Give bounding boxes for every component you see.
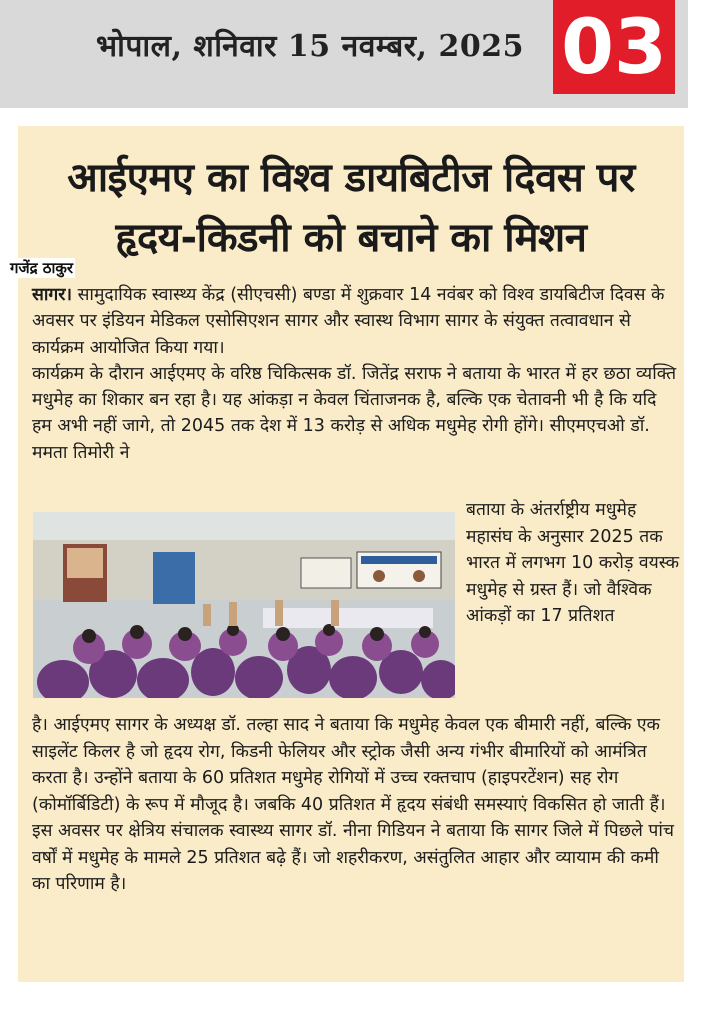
door-blue [153,552,195,604]
article-side-column [466,497,680,630]
article-body-bottom [32,712,682,898]
paragraph-1 [32,282,678,361]
article-body-top [32,282,678,466]
dais-table [263,608,433,628]
page-dateline: भोपाल, शनिवार 15 नवम्बर, 2025 [96,29,524,64]
side-column-text: बताया के अंतर्राष्ट्रीय मधुमेह महासंघ के अनुसार 2025 तक भारत में लगभग 10 करोड़ वयस्क मधुमेह से ग्रस्त हैं। जो वैश्विक आंकड़ों का 17 प्रतिशत [466,500,680,626]
event-photo [33,512,455,698]
headline-line-1: आईएमए का विश्व डायबिटीज दिवस पर [67,155,635,201]
event-photo-image [33,512,455,698]
paragraph-2: कार्यक्रम के दौरान आईएमए के वरिष्ठ चिकित्सक डॉ. जितेंद्र सराफ ने बताया के भारत में हर छठा व्यक्ति मधुमेह का शिकार बन रहा है। यह आंकड़ा न केवल चिंताजनक है, बल्कि एक चेतावनी भी है कि यदि हम अभी नहीं जागे, तो 2045 तक देश में 13 करोड़ से अधिक मधुमेह रोगी होंगे। सीएमएचओ डॉ. ममता तिमोरी ने [32,363,677,463]
paragraph-3: है। आईएमए सागर के अध्यक्ष डॉ. तल्हा साद ने बताया कि मधुमेह केवल एक बीमारी नहीं, बल्कि एक साइलेंट किलर है जो हृदय रोग, किडनी फेलियर और स्ट्रोक जैसी अन्य गंभीर बीमारियों को आमंत्रित करता है। उन्होंने बताया के 60 प्रतिशत मधुमेह रोगियों में उच्च रक्तचाप (हाइपरटेंशन) सह रोग (कोमॉर्बिडिटी) के रूप में मौजूद है। जबकि 40 प्रतिशत में हृदय संबंधी समस्याएं विकसित हो जाती हैं। इस अवसर पर क्षेत्रिय संचालक स्वास्थ्य सागर डॉ. नीना गिडियन ने बताया कि सागर जिले में पिछले पांच वर्षों में मधुमेह के मामले 25 प्रतिशत बढ़े हैं। जो शहरीकरण, असंतुलित आहार और व्यायाम की कमी का परिणाम है। [32,715,675,894]
article-headline [18,148,684,268]
headline-line-2: हृदय-किडनी को बचाने का मिशन [115,215,587,261]
banner-1 [301,558,351,588]
page-number-badge: 03 [553,0,675,94]
article-byline: गजेंद्र ठाकुर [10,259,74,277]
paragraph-1-text: सामुदायिक स्वास्थ्य केंद्र (सीएचसी) बण्डा में शुक्रवार 14 नवंबर को विश्व डायबिटीज दिवस के अवसर पर इंडियन मेडिकल एसोसिएशन सागर और स्वास्थ विभाग सागर के संयुक्त तत्वावधान से कार्यक्रम आयोजित किया गया। [32,285,665,358]
dateline-place: सागर। [32,285,73,305]
